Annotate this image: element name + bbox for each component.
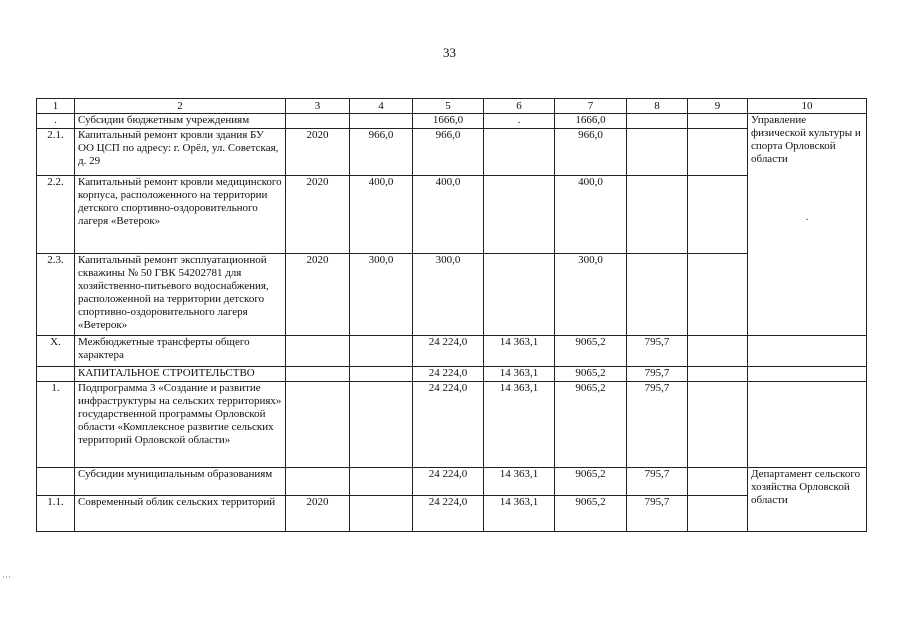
header-row bbox=[37, 99, 867, 114]
cell-col5: 1666,0 bbox=[413, 114, 484, 129]
row-year: 2020 bbox=[286, 254, 350, 336]
cell-col8 bbox=[627, 176, 688, 254]
cell-col5: 24 224,0 bbox=[413, 367, 484, 382]
scan-mark: ··· bbox=[2, 572, 11, 582]
cell-col6: 14 363,1 bbox=[484, 496, 555, 532]
cell-col9 bbox=[688, 336, 748, 367]
cell-col5: 300,0 bbox=[413, 254, 484, 336]
cell-col5: 24 224,0 bbox=[413, 496, 484, 532]
header-cell: 9 bbox=[688, 99, 748, 114]
table-row bbox=[37, 496, 867, 532]
cell-col4 bbox=[350, 382, 413, 468]
budget-table bbox=[36, 98, 867, 532]
cell-col9 bbox=[688, 496, 748, 532]
row-name: Подпрограмма 3 «Создание и развитие инфраструктуры на сельских территориях» государственной программы Орловской области «Комплексное развитие сельских территорий Орловской области» bbox=[75, 382, 286, 468]
cell-col8: 795,7 bbox=[627, 336, 688, 367]
cell-col6: . bbox=[484, 114, 555, 129]
cell-col8: 795,7 bbox=[627, 468, 688, 496]
table-row bbox=[37, 254, 867, 336]
cell-col10 bbox=[748, 367, 867, 382]
cell-col7: 9065,2 bbox=[555, 382, 627, 468]
row-name: Капитальный ремонт кровли здания БУ ОО ЦСП по адресу: г. Орёл, ул. Советская, д. 29 bbox=[75, 129, 286, 176]
table-row bbox=[37, 382, 867, 468]
cell-col7: 9065,2 bbox=[555, 496, 627, 532]
cell-col9 bbox=[688, 254, 748, 336]
cell-col7: 400,0 bbox=[555, 176, 627, 254]
cell-col10 bbox=[748, 382, 867, 468]
cell-col9 bbox=[688, 129, 748, 176]
row-year: 2020 bbox=[286, 129, 350, 176]
cell-col9 bbox=[688, 367, 748, 382]
cell-col4 bbox=[350, 114, 413, 129]
cell-col9 bbox=[688, 382, 748, 468]
table-row bbox=[37, 336, 867, 367]
row-year bbox=[286, 382, 350, 468]
table-row bbox=[37, 114, 867, 129]
cell-col8 bbox=[627, 114, 688, 129]
row-name: Субсидии муниципальным образованиям bbox=[75, 468, 286, 496]
cell-col4: 400,0 bbox=[350, 176, 413, 254]
cell-col6 bbox=[484, 129, 555, 176]
row-name: Современный облик сельских территорий bbox=[75, 496, 286, 532]
cell-col6: 14 363,1 bbox=[484, 468, 555, 496]
cell-col8: 795,7 bbox=[627, 367, 688, 382]
cell-col5: 400,0 bbox=[413, 176, 484, 254]
row-number: X. bbox=[37, 336, 75, 367]
cell-col6 bbox=[484, 254, 555, 336]
header-cell: 10 bbox=[748, 99, 867, 114]
page-number: 33 bbox=[443, 45, 456, 60]
row-number: 2.3. bbox=[37, 254, 75, 336]
cell-col8 bbox=[627, 254, 688, 336]
cell-col10 bbox=[748, 336, 867, 367]
table-row bbox=[37, 176, 867, 254]
cell-col5: 24 224,0 bbox=[413, 336, 484, 367]
cell-col4 bbox=[350, 336, 413, 367]
cell-col7: 1666,0 bbox=[555, 114, 627, 129]
header-cell: 7 bbox=[555, 99, 627, 114]
cell-col9 bbox=[688, 468, 748, 496]
row-year bbox=[286, 114, 350, 129]
responsible-dept-sport bbox=[748, 114, 867, 336]
row-year: 2020 bbox=[286, 176, 350, 254]
row-name: Субсидии бюджетным учреждениям bbox=[75, 114, 286, 129]
cell-col9 bbox=[688, 114, 748, 129]
cell-col9 bbox=[688, 176, 748, 254]
header-cell: 8 bbox=[627, 99, 688, 114]
cell-col4: 966,0 bbox=[350, 129, 413, 176]
row-number: 2.2. bbox=[37, 176, 75, 254]
row-name: Капитальный ремонт эксплуатационной скважины № 50 ГВК 54202781 для хозяйственно-питьевого водоснабжения, расположенной на территории детского спортивно-оздоровительного лагеря «Ветерок» bbox=[75, 254, 286, 336]
cell-col7: 300,0 bbox=[555, 254, 627, 336]
row-name: Капитальный ремонт кровли медицинского корпуса, расположенного на территории детского спортивно-оздоровительного лагеря «Ветерок» bbox=[75, 176, 286, 254]
cell-col7: 966,0 bbox=[555, 129, 627, 176]
responsible-dept-agriculture: Департамент сельского хозяйства Орловской области bbox=[748, 468, 867, 532]
cell-col5: 966,0 bbox=[413, 129, 484, 176]
cell-col8: 795,7 bbox=[627, 382, 688, 468]
row-year bbox=[286, 468, 350, 496]
header-cell: 5 bbox=[413, 99, 484, 114]
header-cell: 1 bbox=[37, 99, 75, 114]
cell-col4 bbox=[350, 367, 413, 382]
cell-col5: 24 224,0 bbox=[413, 382, 484, 468]
responsible-dept-sport-text: Управление физической культуры и спорта Орловской области bbox=[751, 114, 861, 165]
cell-col6: 14 363,1 bbox=[484, 382, 555, 468]
table-row bbox=[37, 129, 867, 176]
row-year bbox=[286, 336, 350, 367]
header-cell: 2 bbox=[75, 99, 286, 114]
row-number: . bbox=[37, 114, 75, 129]
table-row bbox=[37, 468, 867, 496]
cell-col4 bbox=[350, 496, 413, 532]
cell-col6: 14 363,1 bbox=[484, 367, 555, 382]
cell-col4 bbox=[350, 468, 413, 496]
row-name: КАПИТАЛЬНОЕ СТРОИТЕЛЬСТВО bbox=[75, 367, 286, 382]
cell-col8 bbox=[627, 129, 688, 176]
row-number: 2.1. bbox=[37, 129, 75, 176]
cell-col5: 24 224,0 bbox=[413, 468, 484, 496]
row-year bbox=[286, 367, 350, 382]
header-cell: 4 bbox=[350, 99, 413, 114]
row-number: 1.1. bbox=[37, 496, 75, 532]
cell-col4: 300,0 bbox=[350, 254, 413, 336]
cell-col6 bbox=[484, 176, 555, 254]
row-name: Межбюджетные трансферты общего характера bbox=[75, 336, 286, 367]
table-row bbox=[37, 367, 867, 382]
header-cell: 3 bbox=[286, 99, 350, 114]
cell-col7: 9065,2 bbox=[555, 367, 627, 382]
header-cell: 6 bbox=[484, 99, 555, 114]
cell-col8: 795,7 bbox=[627, 496, 688, 532]
row-year: 2020 bbox=[286, 496, 350, 532]
cell-col6: 14 363,1 bbox=[484, 336, 555, 367]
cell-col7: 9065,2 bbox=[555, 336, 627, 367]
responsible-dept-sport-mark: · bbox=[805, 214, 809, 226]
row-number bbox=[37, 468, 75, 496]
row-number: 1. bbox=[37, 382, 75, 468]
row-number bbox=[37, 367, 75, 382]
cell-col7: 9065,2 bbox=[555, 468, 627, 496]
